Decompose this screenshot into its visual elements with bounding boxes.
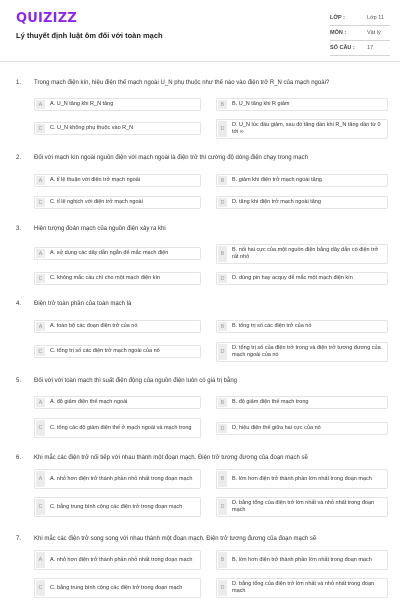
option-c[interactable] — [34, 345, 201, 358]
option-text: C. không mắc cầu chì cho một mạch điện kín — [50, 275, 161, 282]
option-d[interactable] — [216, 497, 388, 517]
question-text: Đối với với toàn mạch thì suất điện động của nguồn điện luôn có giá trị bằng — [34, 378, 237, 384]
option-b[interactable] — [216, 320, 388, 333]
question-number: 7. — [16, 536, 22, 542]
option-a[interactable] — [34, 469, 201, 489]
option-a[interactable] — [34, 174, 201, 187]
option-letter: C — [36, 347, 45, 356]
option-text: B. độ giảm điện thế mạch trong — [232, 399, 309, 406]
option-text: A. tỉ lệ thuận với điện trở mạch ngoài — [50, 177, 141, 184]
option-letter: A — [36, 552, 45, 568]
option-letter: C — [36, 580, 45, 596]
option-letter: B — [218, 100, 227, 109]
option-d[interactable] — [216, 119, 388, 139]
option-d[interactable] — [216, 272, 388, 285]
option-text: D. tổng trị số của điện trở trong và điện trở tương đương của mạch ngoài của nó — [232, 345, 381, 358]
option-letter: A — [36, 322, 45, 331]
question-number: 4. — [16, 301, 22, 307]
option-text: B. tổng trị số các điện trở của nó — [232, 323, 312, 330]
option-letter: B — [218, 552, 227, 568]
option-c[interactable] — [34, 578, 201, 598]
meta-value: Lớp 11 — [367, 15, 384, 21]
question-number: 2. — [16, 155, 22, 161]
option-text: A. toàn bộ các đoạn điện trở của nó — [50, 323, 138, 330]
option-c[interactable] — [34, 122, 201, 135]
option-a[interactable] — [34, 550, 201, 570]
option-d[interactable] — [216, 422, 388, 435]
option-letter: D — [218, 274, 227, 283]
option-text: A. nhỏ hơn điện trở thành phần nhỏ nhất trong đoạn mạch — [50, 475, 193, 482]
question-text: Đối với mạch kín ngoài nguồn điện với mạch ngoài là điện trở thì cường độ dòng điện chạy trong mạch — [34, 155, 308, 161]
option-letter: C — [36, 499, 45, 515]
question-number: 6. — [16, 455, 22, 461]
option-d[interactable] — [216, 578, 388, 598]
quizizz-logo: QUIZIZZ — [16, 11, 77, 26]
option-letter: D — [218, 499, 227, 515]
option-text: B. giảm khi điện trở mạch ngoài tăng — [232, 177, 322, 184]
meta-divider — [330, 40, 390, 41]
worksheet-title: Lý thuyết định luật ôm đối với toàn mạch — [16, 31, 163, 40]
meta-value: 17 — [367, 45, 374, 51]
question-text: Điện trở toàn phần của toàn mạch là — [34, 301, 132, 307]
option-text: D. hiệu điện thế giữa hai cực của nó — [232, 425, 321, 432]
option-text: C. tổng trị số các điện trở mạch ngoài của nó — [50, 348, 160, 355]
option-a[interactable] — [34, 98, 201, 111]
option-letter: A — [36, 249, 45, 258]
option-letter: B — [218, 471, 227, 487]
option-b[interactable] — [216, 550, 388, 570]
option-letter: B — [218, 176, 227, 185]
option-letter: A — [36, 398, 45, 407]
option-letter: C — [36, 420, 45, 436]
worksheet-header — [0, 0, 400, 62]
option-letter: D — [218, 344, 227, 360]
meta-divider — [330, 25, 390, 26]
meta-label: MÔN : — [330, 30, 347, 36]
option-text: D. bằng tổng của điện trở lớn nhất và nhỏ nhất trong đoạn mạch — [232, 581, 375, 594]
option-text: B. U_N tăng khi R giảm — [232, 101, 290, 108]
meta-label: LỚP : — [330, 15, 345, 21]
option-letter: D — [218, 424, 227, 433]
option-a[interactable] — [34, 396, 201, 409]
option-c[interactable] — [34, 418, 201, 438]
option-text: D. dùng pin hay acquy để mắc một mạch điện kín — [232, 275, 353, 282]
option-d[interactable] — [216, 196, 388, 209]
option-letter: D — [218, 198, 227, 207]
option-b[interactable] — [216, 396, 388, 409]
option-text: C. bằng trung bình cộng các điện trở trong đoạn mạch — [50, 584, 183, 591]
option-b[interactable] — [216, 98, 388, 111]
option-text: B. lớn hơn điện trở thành phần lớn nhất trong đoạn mạch — [232, 475, 372, 482]
question-text: Trong mạch điện kín, hiệu điện thế mạch ngoài U_N phụ thuộc như thế nào vào điện trở R_N của mạch ngoài? — [34, 80, 330, 86]
option-a[interactable] — [34, 247, 201, 260]
option-letter: A — [36, 471, 45, 487]
option-text: A. độ giảm điện thế mạch ngoài — [50, 399, 128, 406]
option-d[interactable] — [216, 342, 388, 362]
option-c[interactable] — [34, 272, 201, 285]
option-letter: C — [36, 274, 45, 283]
option-letter: B — [218, 322, 227, 331]
meta-divider — [330, 55, 390, 56]
option-letter: A — [36, 176, 45, 185]
option-text: D. U_N lúc đầu giảm, sau đó tăng dần khi R_N tăng dần từ 0 tới ∞ — [232, 122, 381, 135]
option-text: D. tăng khi điện trở mạch ngoài tăng — [232, 199, 321, 206]
question-text: Khi mắc các điện trở nối tiếp với nhau thành một đoạn mạch. Điện trở tương đương của đoạn mạch sẽ — [34, 455, 308, 461]
question-text: Khi mắc các điện trở song song với nhau thành một đoạn mạch. Điện trở tương đương của đoạn mạch sẽ — [34, 536, 317, 542]
option-text: C. U_N không phụ thuộc vào R_N — [50, 125, 134, 132]
option-letter: B — [218, 398, 227, 407]
option-text: B. lớn hơn điện trở thành phần lớn nhất trong đoạn mạch — [232, 556, 372, 563]
option-text: C. bằng trung bình cộng các điện trở trong đoạn mạch — [50, 503, 183, 510]
option-letter: C — [36, 198, 45, 207]
option-letter: A — [36, 100, 45, 109]
meta-value: Vật lý — [367, 30, 381, 36]
option-c[interactable] — [34, 497, 201, 517]
option-b[interactable] — [216, 174, 388, 187]
option-letter: D — [218, 121, 227, 137]
option-letter: B — [218, 246, 227, 262]
option-text: A. nhỏ hơn điện trở thành phần nhỏ nhất trong đoạn mạch — [50, 556, 193, 563]
option-text: C. tổng các độ giảm điện thế ở mạch ngoài và mạch trong — [50, 424, 192, 431]
question-text: Hiện tượng đoản mạch của nguồn điện xảy ra khi — [34, 226, 166, 232]
option-letter: D — [218, 580, 227, 596]
option-a[interactable] — [34, 320, 201, 333]
option-c[interactable] — [34, 196, 201, 209]
question-number: 1. — [16, 80, 22, 86]
option-text: A. U_N tăng khi R_N tăng — [50, 101, 114, 108]
option-text: D. bằng tổng của điện trở lớn nhất và nhỏ nhất trong đoạn mạch — [232, 500, 375, 513]
question-number: 3. — [16, 226, 22, 232]
option-letter: C — [36, 124, 45, 133]
option-text: B. nối hai cực của một nguồn điện bằng dây dẫn có điện trở rất nhỏ — [232, 247, 379, 260]
option-b[interactable] — [216, 469, 388, 489]
option-b[interactable] — [216, 244, 388, 264]
meta-label: SỐ CÂU : — [330, 45, 355, 51]
question-number: 5. — [16, 378, 22, 384]
option-text: C. tỉ lệ nghịch với điện trở mạch ngoài — [50, 199, 143, 206]
option-text: A. sử dụng các dây dẫn ngắn để mắc mạch điện — [50, 250, 169, 257]
